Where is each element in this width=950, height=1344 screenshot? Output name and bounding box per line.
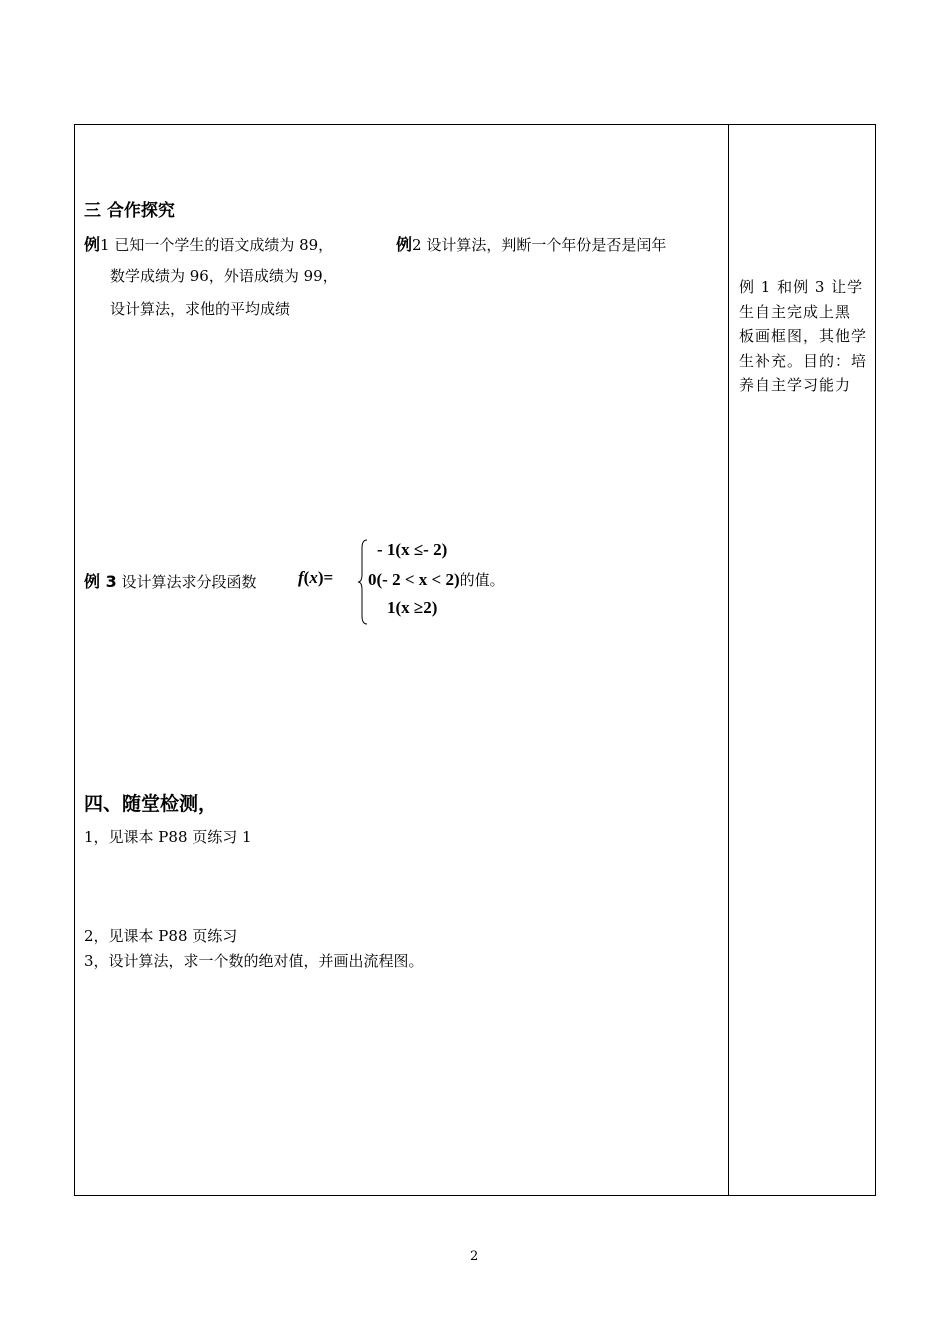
example3-label: 例 3: [84, 572, 117, 591]
piece-1: - 1(x ≤- 2): [377, 540, 448, 559]
column-divider: [728, 124, 729, 1196]
function-expression: f(x)=: [298, 568, 334, 587]
side-note-line: 例 1 和例 3 让学: [739, 278, 864, 296]
example2: [396, 232, 666, 255]
example3-suffix: 的值。: [459, 573, 505, 589]
side-note-line: 板画框图，其他学: [739, 327, 868, 345]
example1-line2: 数学成绩为 96，外语成绩为 99，: [110, 267, 338, 285]
example1-text: 1 已知一个学生的语文成绩为 89，: [100, 236, 334, 254]
piece-2-text: 0(- 2 < x < 2): [368, 570, 460, 589]
function-name: f: [298, 568, 304, 587]
example2-text: 2 设计算法，判断一个年份是否是闰年: [412, 236, 667, 254]
exercise-item-3: 3，设计算法，求一个数的绝对值，并画出流程图。: [84, 952, 424, 970]
piece-2: [368, 569, 505, 590]
function-variable: x: [309, 568, 318, 587]
exercise-item-1: 1，见课本 P88 页练习 1: [84, 828, 252, 846]
side-note-line: 生补充。目的：培: [739, 351, 868, 370]
side-note: [739, 275, 871, 398]
page-number: 2: [470, 1249, 479, 1264]
section4-title: 四、随堂检测，: [84, 793, 218, 815]
side-note-line: 养自主学习能力: [739, 376, 852, 394]
section3-title: 三 合作探究: [84, 201, 175, 221]
exercise-item-2: 2，见课本 P88 页练习: [84, 927, 238, 945]
example1-label: 例: [84, 235, 101, 254]
example2-label: 例: [396, 235, 413, 254]
example3-text: 设计算法求分段函数: [121, 573, 257, 591]
example1-line3: 设计算法，求他的平均成绩: [110, 300, 291, 318]
example3: [84, 569, 257, 592]
example1-line1: [84, 232, 333, 255]
side-note-line: 生自主完成上黑: [739, 302, 852, 321]
piece-3: 1(x ≥2): [387, 598, 438, 617]
